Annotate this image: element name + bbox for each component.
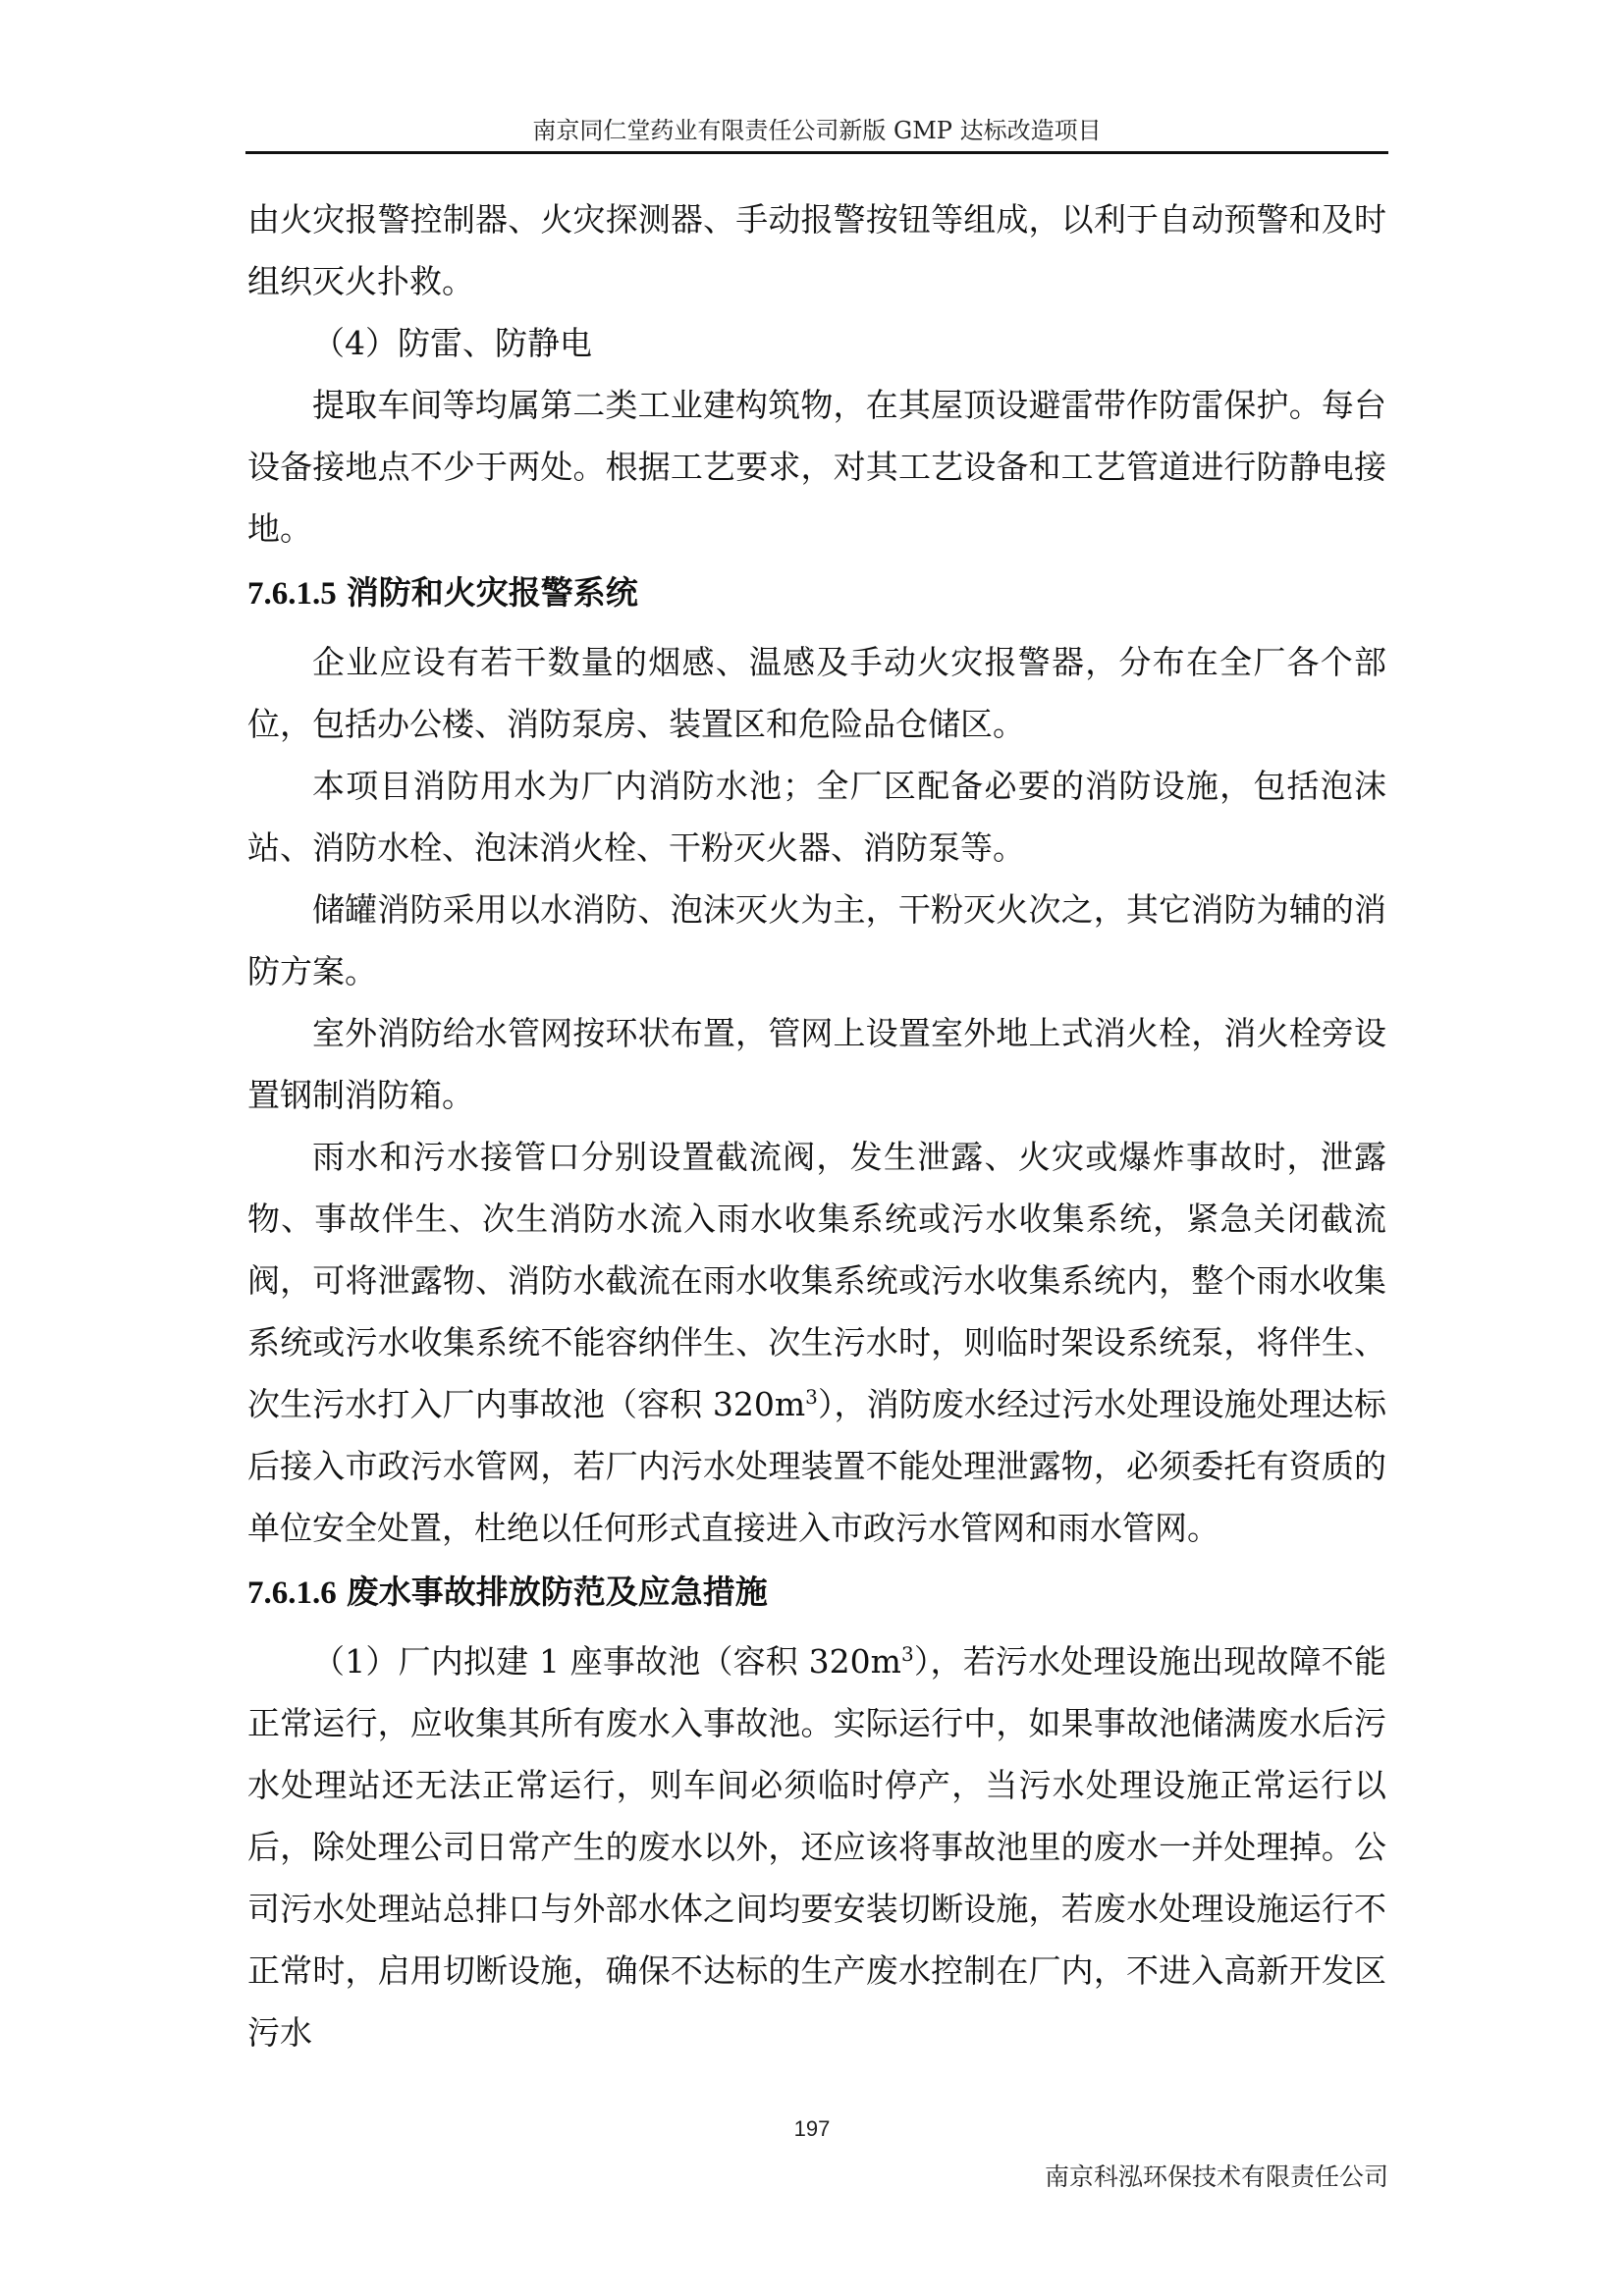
paragraph-alarm-devices: 企业应设有若干数量的烟感、温感及手动火灾报警器，分布在全厂各个部位，包括办公楼、消防泵房、装置区和危险品仓储区。 (247, 643, 1386, 743)
section-heading-7-6-1-5 (247, 561, 1386, 625)
page-number: 197 (793, 2116, 831, 2141)
section-number: 7.6.1.5 (247, 576, 337, 612)
section-number: 7.6.1.6 (247, 1575, 337, 1611)
paragraph-fire-water: 本项目消防用水为厂内消防水池；全厂区配备必要的消防设施，包括泡沫站、消防水栓、泡沫消火栓、干粉灭火器、消防泵等。 (247, 767, 1386, 867)
paragraph-text: ），若污水处理设施出现故障不能正常运行，应收集其所有废水入事故池。实际运行中，如果事故池储满废水后污水处理站还无法正常运行，则车间必须临时停产，当污水处理设施正常运行以后，除处理公司日常产生的废水以外，还应该将事故池里的废水一并处理掉。公司污水处理站总排口与外部水体之间均要安装切断设施，若废水处理设施运行不正常时，启用切断设施，确保不达标的生产废水控制在厂内，不进入高新开发区污水 (247, 1642, 1386, 2052)
header-divider (245, 151, 1388, 154)
superscript: 3 (900, 1642, 914, 1666)
section-title: 消防和火灾报警系统 (346, 573, 638, 612)
paragraph-text: （1）厂内拟建 1 座事故池（容积 320m (312, 1642, 901, 1681)
section-heading-7-6-1-6 (247, 1561, 1386, 1625)
paragraph-text: ），消防废水经过污水处理设施处理达标后接入市政污水管网，若厂内污水处理装置不能处理泄露物，必须委托有资质的单位安全处置，杜绝以任何形式直接进入市政污水管网和雨水管网。 (247, 1385, 1386, 1547)
paragraph-lightning-heading: （4）防雷、防静电 (312, 324, 592, 362)
paragraph-outdoor-hydrant: 室外消防给水管网按环状布置，管网上设置室外地上式消火栓，消火栓旁设置钢制消防箱。 (247, 1014, 1386, 1114)
paragraph-tank-fire-plan: 储罐消防采用以水消防、泡沫灭火为主，干粉灭火次之，其它消防为辅的消防方案。 (247, 890, 1386, 990)
page-header-title: 南京同仁堂药业有限责任公司新版 GMP 达标改造项目 (532, 117, 1102, 144)
section-title: 废水事故排放防范及应急措施 (346, 1573, 768, 1611)
document-body (247, 188, 1386, 2063)
superscript: 3 (805, 1385, 818, 1409)
paragraph-fire-alarm-continuation: 由火灾报警控制器、火灾探测器、手动报警按钮等组成，以利于自动预警和及时组织灭火扑救。 (247, 200, 1386, 300)
paragraph-text: 雨水和污水接管口分别设置截流阀，发生泄露、火灾或爆炸事故时，泄露物、事故伴生、次生消防水流入雨水收集系统或污水收集系统，紧急关闭截流阀，可将泄露物、消防水截流在雨水收集系统或污水收集系统内，整个雨水收集系统或污水收集系统不能容纳伴生、次生污水时，则临时架设系统泵，将伴生、次生污水打入厂内事故池（容积 320m (247, 1138, 1386, 1423)
paragraph-cutoff-valves (247, 1126, 1386, 1559)
paragraph-accident-pool (247, 1630, 1386, 2063)
footer-company: 南京科泓环保技术有限责任公司 (1044, 2163, 1388, 2191)
paragraph-lightning-protection: 提取车间等均属第二类工业建构筑物，在其屋顶设避雷带作防雷保护。每台设备接地点不少于两处。根据工艺要求，对其工艺设备和工艺管道进行防静电接地。 (247, 386, 1386, 548)
